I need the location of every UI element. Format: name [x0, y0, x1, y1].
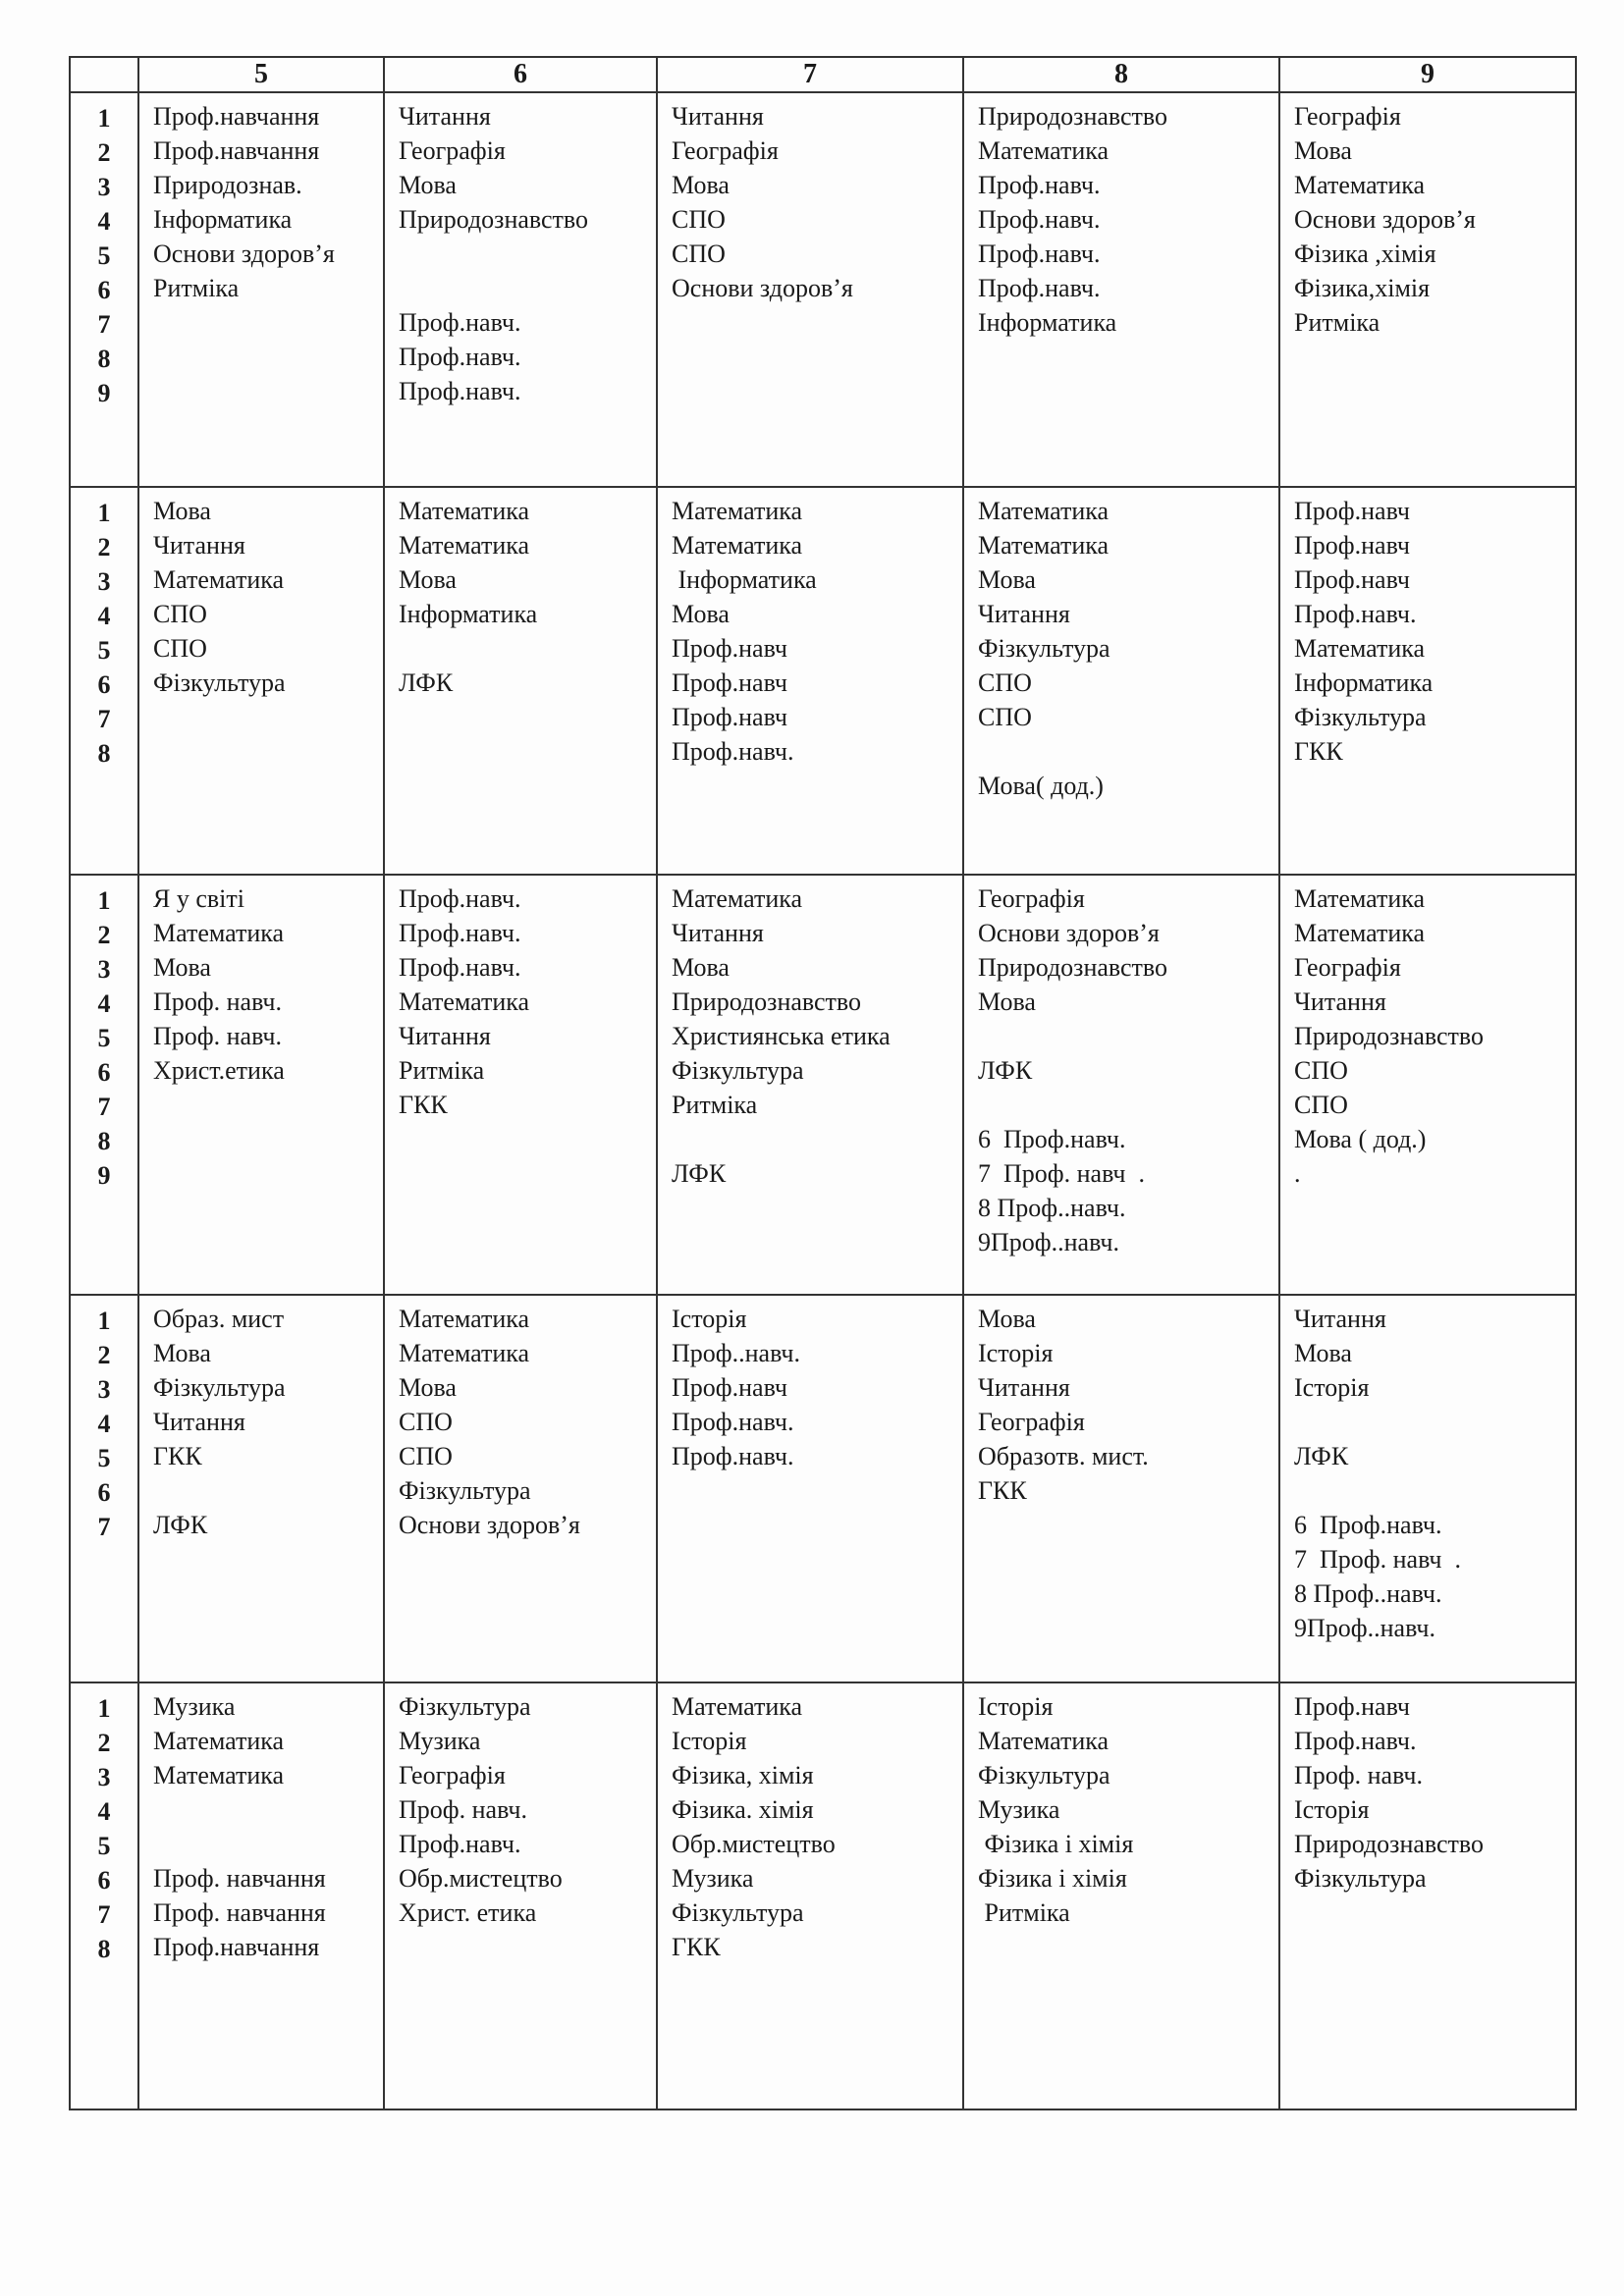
schedule-body: [70, 92, 1576, 2109]
subject-entry: Природознавство: [978, 953, 1168, 982]
lesson-number: 7: [97, 1513, 111, 1541]
subject-entry: Фізкультура: [978, 634, 1110, 663]
lesson-numbers-cell: [70, 1682, 138, 2109]
lesson-numbers-cell: [70, 92, 138, 487]
subject-entry: Фізкультура: [399, 1692, 531, 1721]
lesson-numbers-cell: [70, 1295, 138, 1682]
subject-entry: Географія: [978, 884, 1085, 913]
subject-entry: Природознавство: [672, 988, 862, 1016]
lesson-number: 6: [97, 276, 111, 304]
lesson-number: 9: [97, 379, 111, 407]
lesson-number: 3: [97, 173, 111, 201]
schedule-cell-grade-8: [963, 1295, 1279, 1682]
schedule-cell-grade-8: [963, 875, 1279, 1295]
subject-entry: Фізика ,хімія: [1294, 240, 1436, 268]
subject-entry: Проф.навч: [1294, 1692, 1410, 1721]
lesson-number: 2: [97, 1729, 111, 1757]
subject-entry: Математика: [672, 497, 803, 525]
subject-entry: Математика: [153, 919, 285, 947]
lesson-number: 4: [97, 1797, 111, 1826]
subject-entry: Фізика і хімія: [978, 1864, 1127, 1893]
subject-entry: СПО: [672, 240, 726, 268]
subject-entry: Мова: [978, 565, 1036, 594]
subject-entry: Проф. навчання: [153, 1864, 326, 1893]
schedule-cell-grade-9: [1279, 875, 1576, 1295]
lesson-number: 6: [97, 1478, 111, 1507]
subject-entry: Математика: [1294, 171, 1426, 199]
subject-entry: [978, 1019, 1278, 1053]
subject-entry: 7 Проф. навч .: [978, 1159, 1145, 1188]
schedule-cell-grade-8: [963, 1682, 1279, 2109]
subject-entry: Христ.етика: [153, 1056, 285, 1085]
subject-entry: Проф. навч.: [1294, 1761, 1423, 1789]
subject-entry: Історія: [1294, 1795, 1370, 1824]
subject-entry: Природознавство: [399, 205, 589, 234]
subject-entry: Математика: [399, 988, 530, 1016]
subject-entry: Проф.навч.: [1294, 600, 1417, 628]
lesson-number: 8: [97, 1935, 111, 1963]
subject-entry: Мова: [1294, 1339, 1352, 1367]
schedule-cell-grade-8: [963, 487, 1279, 875]
lesson-number: 4: [97, 602, 111, 630]
lesson-number: 1: [97, 1694, 111, 1723]
lesson-number: 5: [97, 1832, 111, 1860]
subject-entry: Мова: [153, 497, 211, 525]
subject-entry: Обр.мистецтво: [399, 1864, 563, 1893]
subject-entry: [153, 1827, 383, 1861]
subject-entry: СПО: [153, 600, 207, 628]
subject-entry: Проф.навч: [672, 1373, 787, 1402]
subject-entry: Проф. навч.: [153, 988, 282, 1016]
subject-entry: Читання: [978, 1373, 1070, 1402]
subject-entry: Природознав.: [153, 171, 302, 199]
subject-entry: Музика: [978, 1795, 1060, 1824]
subject-entry: ЛФК: [672, 1159, 727, 1188]
subject-entry: СПО: [153, 634, 207, 663]
subject-entry: Читання: [1294, 988, 1386, 1016]
subject-entry: Математика: [399, 1305, 530, 1333]
subject-entry: Математика: [978, 531, 1110, 560]
subject-entry: Математика: [978, 1727, 1110, 1755]
subject-entry: Мова: [672, 600, 730, 628]
subject-entry: Обр.мистецтво: [672, 1830, 836, 1858]
subject-entry: Проф.навч.: [672, 1442, 794, 1470]
subject-entry: Географія: [672, 136, 779, 165]
subject-entry: Читання: [153, 1408, 245, 1436]
subject-entry: Читання: [672, 919, 764, 947]
subject-entry: Мова: [978, 1305, 1036, 1333]
subject-entry: Музика: [672, 1864, 754, 1893]
subject-entry: Проф.навч: [672, 634, 787, 663]
lesson-number: 6: [97, 670, 111, 699]
subject-entry: Математика: [399, 497, 530, 525]
schedule-cell-grade-8: [963, 92, 1279, 487]
subject-entry: Проф.навч.: [672, 737, 794, 766]
lesson-number: 2: [97, 138, 111, 167]
schedule-cell-grade-7: [657, 487, 963, 875]
subject-entry: [399, 631, 656, 666]
schedule-cell-grade-6: [384, 1295, 657, 1682]
subject-entry: Проф.навч.: [978, 274, 1101, 302]
subject-entry: Читання: [399, 102, 491, 131]
schedule-cell-grade-6: [384, 875, 657, 1295]
subject-entry: ГКК: [978, 1476, 1027, 1505]
subject-entry: Проф.навч.: [978, 171, 1101, 199]
subject-entry: СПО: [978, 668, 1032, 697]
subject-entry: Ритміка: [1294, 308, 1380, 337]
lesson-number: 3: [97, 1763, 111, 1791]
day-row: [70, 92, 1576, 487]
subject-entry: Природознавство: [978, 102, 1168, 131]
schedule-cell-grade-9: [1279, 1295, 1576, 1682]
subject-entry: Географія: [399, 1761, 506, 1789]
subject-entry: Проф.навч.: [399, 953, 521, 982]
lesson-number: 8: [97, 345, 111, 373]
subject-entry: 7 Проф. навч .: [1294, 1545, 1461, 1574]
subject-entry: [978, 1088, 1278, 1122]
subject-entry: Читання: [153, 531, 245, 560]
lesson-numbers-cell: [70, 875, 138, 1295]
subject-entry: ГКК: [672, 1933, 721, 1961]
subject-entry: Мова ( дод.): [1294, 1125, 1427, 1153]
subject-entry: 6 Проф.навч.: [978, 1125, 1126, 1153]
lesson-numbers-cell: [70, 487, 138, 875]
subject-entry: СПО: [1294, 1056, 1348, 1085]
subject-entry: Фізкультура: [672, 1056, 804, 1085]
subject-entry: Фізика, хімія: [672, 1761, 814, 1789]
subject-entry: Проф.навчання: [153, 102, 320, 131]
subject-entry: Математика: [1294, 884, 1426, 913]
header-cell-grade-5: 5: [138, 57, 384, 92]
lesson-number: 2: [97, 1341, 111, 1369]
subject-entry: Природознавство: [1294, 1022, 1485, 1050]
subject-entry: Фізкультура: [978, 1761, 1110, 1789]
subject-entry: Проф.навч.: [399, 308, 521, 337]
subject-entry: Математика: [153, 1727, 285, 1755]
subject-entry: СПО: [978, 703, 1032, 731]
subject-entry: Математика: [672, 1692, 803, 1721]
subject-entry: Мова: [153, 953, 211, 982]
schedule-cell-grade-9: [1279, 1682, 1576, 2109]
subject-entry: СПО: [399, 1408, 453, 1436]
lesson-number: 3: [97, 1375, 111, 1404]
subject-entry: Математика: [672, 884, 803, 913]
day-row: [70, 875, 1576, 1295]
header-cell-grade-7: 7: [657, 57, 963, 92]
subject-entry: СПО: [399, 1442, 453, 1470]
subject-entry: Інформатика: [978, 308, 1117, 337]
subject-entry: [978, 734, 1278, 769]
subject-entry: Основи здоров’я: [672, 274, 853, 302]
subject-entry: Математика: [672, 531, 803, 560]
subject-entry: Проф. навч.: [399, 1795, 527, 1824]
subject-entry: Фізика,хімія: [1294, 274, 1431, 302]
lesson-number: 5: [97, 636, 111, 665]
lesson-number: 5: [97, 1444, 111, 1472]
subject-entry: Проф.навч.: [399, 884, 521, 913]
subject-entry: [672, 1122, 962, 1156]
subject-entry: Математика: [153, 1761, 285, 1789]
subject-entry: Проф.навчання: [153, 136, 320, 165]
subject-entry: Фізкультура: [153, 1373, 286, 1402]
header-cell-grade-6: 6: [384, 57, 657, 92]
subject-entry: ГКК: [1294, 737, 1343, 766]
lesson-number: 6: [97, 1058, 111, 1087]
lesson-number: 1: [97, 886, 111, 915]
subject-entry: Проф.навч.: [672, 1408, 794, 1436]
subject-entry: [399, 271, 656, 305]
subject-entry: Проф.навч.: [978, 205, 1101, 234]
subject-entry: Ритміка: [399, 1056, 485, 1085]
schedule-cell-grade-6: [384, 487, 657, 875]
subject-entry: Математика: [978, 497, 1110, 525]
subject-entry: Географія: [1294, 953, 1401, 982]
subject-entry: Христ. етика: [399, 1898, 537, 1927]
subject-entry: 8 Проф..навч.: [1294, 1579, 1442, 1608]
lesson-number: 5: [97, 1024, 111, 1052]
lesson-number: 3: [97, 567, 111, 596]
subject-entry: Читання: [672, 102, 764, 131]
subject-entry: Географія: [1294, 102, 1401, 131]
subject-entry: ЛФК: [1294, 1442, 1349, 1470]
schedule-table: [69, 56, 1577, 2110]
subject-entry: Основи здоров’я: [399, 1511, 580, 1539]
subject-entry: Мова: [672, 171, 730, 199]
lesson-number: 1: [97, 1307, 111, 1335]
day-row: [70, 1682, 1576, 2109]
subject-entry: Інформатика: [153, 205, 293, 234]
subject-entry: Читання: [978, 600, 1070, 628]
lesson-number: 7: [97, 310, 111, 339]
subject-entry: Фізкультура: [1294, 703, 1427, 731]
lesson-number: 9: [97, 1161, 111, 1190]
subject-entry: 9Проф..навч.: [1294, 1614, 1435, 1642]
subject-entry: Мова: [978, 988, 1036, 1016]
schedule-cell-grade-5: [138, 875, 384, 1295]
subject-entry: ЛФК: [153, 1511, 208, 1539]
subject-entry: [399, 237, 656, 271]
subject-entry: [153, 1792, 383, 1827]
subject-entry: Основи здоров’я: [978, 919, 1160, 947]
lesson-number: 1: [97, 499, 111, 527]
subject-entry: Мова: [399, 1373, 457, 1402]
header-cell-grade-9: 9: [1279, 57, 1576, 92]
header-cell-grade-8: 8: [963, 57, 1279, 92]
subject-entry: Християнська етика: [672, 1022, 891, 1050]
subject-entry: Мова: [153, 1339, 211, 1367]
subject-entry: Географія: [978, 1408, 1085, 1436]
subject-entry: Мова( дод.): [978, 772, 1104, 800]
schedule-cell-grade-7: [657, 1295, 963, 1682]
subject-entry: Проф.навч.: [399, 919, 521, 947]
subject-entry: Фізкультура: [153, 668, 286, 697]
schedule-cell-grade-6: [384, 1682, 657, 2109]
lesson-number: 4: [97, 1410, 111, 1438]
subject-entry: СПО: [1294, 1091, 1348, 1119]
subject-entry: 9Проф..навч.: [978, 1228, 1119, 1256]
lesson-number: 2: [97, 533, 111, 561]
subject-entry: Математика: [399, 1339, 530, 1367]
subject-entry: СПО: [672, 205, 726, 234]
day-row: [70, 1295, 1576, 1682]
subject-entry: Інформатика: [1294, 668, 1434, 697]
subject-entry: Проф.навч.: [399, 1830, 521, 1858]
header-row: [70, 57, 1576, 92]
subject-entry: Основи здоров’я: [1294, 205, 1476, 234]
subject-entry: Математика: [978, 136, 1110, 165]
subject-entry: Проф.навч.: [399, 343, 521, 371]
subject-entry: [153, 1473, 383, 1508]
subject-entry: Мова: [1294, 136, 1352, 165]
subject-entry: Музика: [399, 1727, 481, 1755]
subject-entry: [1294, 1405, 1575, 1439]
subject-entry: Образ. мист: [153, 1305, 285, 1333]
subject-entry: Природознавство: [1294, 1830, 1485, 1858]
subject-entry: Історія: [1294, 1373, 1370, 1402]
subject-entry: Фізкультура: [1294, 1864, 1427, 1893]
lesson-number: 4: [97, 207, 111, 236]
lesson-number: 8: [97, 1127, 111, 1155]
subject-entry: Проф.навч: [672, 668, 787, 697]
subject-entry: Ритміка: [672, 1091, 758, 1119]
lesson-number: 7: [97, 1093, 111, 1121]
subject-entry: 6 Проф.навч.: [1294, 1511, 1442, 1539]
subject-entry: Історія: [672, 1727, 747, 1755]
subject-entry: Образотв. мист.: [978, 1442, 1149, 1470]
subject-entry: Читання: [399, 1022, 491, 1050]
subject-entry: Ритміка: [978, 1898, 1070, 1927]
subject-entry: Проф.навч: [1294, 497, 1410, 525]
subject-entry: Інформатика: [672, 565, 817, 594]
subject-entry: Історія: [978, 1339, 1054, 1367]
subject-entry: Математика: [1294, 919, 1426, 947]
subject-entry: ЛФК: [399, 668, 454, 697]
subject-entry: .: [1294, 1159, 1301, 1188]
subject-entry: Проф. навч.: [153, 1022, 282, 1050]
schedule-cell-grade-9: [1279, 92, 1576, 487]
subject-entry: Читання: [1294, 1305, 1386, 1333]
subject-entry: Фізкультура: [672, 1898, 804, 1927]
lesson-number: 7: [97, 705, 111, 733]
subject-entry: 8 Проф..навч.: [978, 1194, 1126, 1222]
schedule-cell-grade-9: [1279, 487, 1576, 875]
subject-entry: Математика: [399, 531, 530, 560]
subject-entry: Проф.навч.: [399, 377, 521, 405]
subject-entry: Проф.навч.: [1294, 1727, 1417, 1755]
subject-entry: Ритміка: [153, 274, 240, 302]
subject-entry: Математика: [1294, 634, 1426, 663]
schedule-cell-grade-7: [657, 875, 963, 1295]
subject-entry: Проф. навчання: [153, 1898, 326, 1927]
subject-entry: Мова: [399, 171, 457, 199]
subject-entry: ГКК: [153, 1442, 202, 1470]
subject-entry: Фізика. хімія: [672, 1795, 814, 1824]
lesson-number: 7: [97, 1900, 111, 1929]
header-cell-blank: [70, 57, 138, 92]
subject-entry: Музика: [153, 1692, 236, 1721]
subject-entry: Проф..навч.: [672, 1339, 800, 1367]
subject-entry: Фізкультура: [399, 1476, 531, 1505]
schedule-cell-grade-7: [657, 1682, 963, 2109]
lesson-number: 4: [97, 989, 111, 1018]
lesson-number: 1: [97, 104, 111, 133]
schedule-cell-grade-7: [657, 92, 963, 487]
lesson-number: 5: [97, 241, 111, 270]
subject-entry: Проф.навч: [672, 703, 787, 731]
subject-entry: Мова: [399, 565, 457, 594]
subject-entry: Проф.навч: [1294, 565, 1410, 594]
subject-entry: Я у світі: [153, 884, 244, 913]
subject-entry: Проф.навч.: [978, 240, 1101, 268]
lesson-number: 8: [97, 739, 111, 768]
subject-entry: Фізика і хімія: [978, 1830, 1134, 1858]
subject-entry: Історія: [978, 1692, 1054, 1721]
lesson-number: 3: [97, 955, 111, 984]
subject-entry: Географія: [399, 136, 506, 165]
subject-entry: ЛФК: [978, 1056, 1033, 1085]
subject-entry: Історія: [672, 1305, 747, 1333]
subject-entry: Проф.навч: [1294, 531, 1410, 560]
schedule-cell-grade-6: [384, 92, 657, 487]
subject-entry: [1294, 1473, 1575, 1508]
lesson-number: 2: [97, 921, 111, 949]
subject-entry: Проф.навчання: [153, 1933, 320, 1961]
schedule-cell-grade-5: [138, 1295, 384, 1682]
day-row: [70, 487, 1576, 875]
subject-entry: Основи здоров’я: [153, 240, 335, 268]
subject-entry: Мова: [672, 953, 730, 982]
schedule-cell-grade-5: [138, 487, 384, 875]
lesson-number: 6: [97, 1866, 111, 1895]
schedule-cell-grade-5: [138, 92, 384, 487]
subject-entry: Інформатика: [399, 600, 538, 628]
subject-entry: ГКК: [399, 1091, 448, 1119]
schedule-cell-grade-5: [138, 1682, 384, 2109]
subject-entry: Математика: [153, 565, 285, 594]
